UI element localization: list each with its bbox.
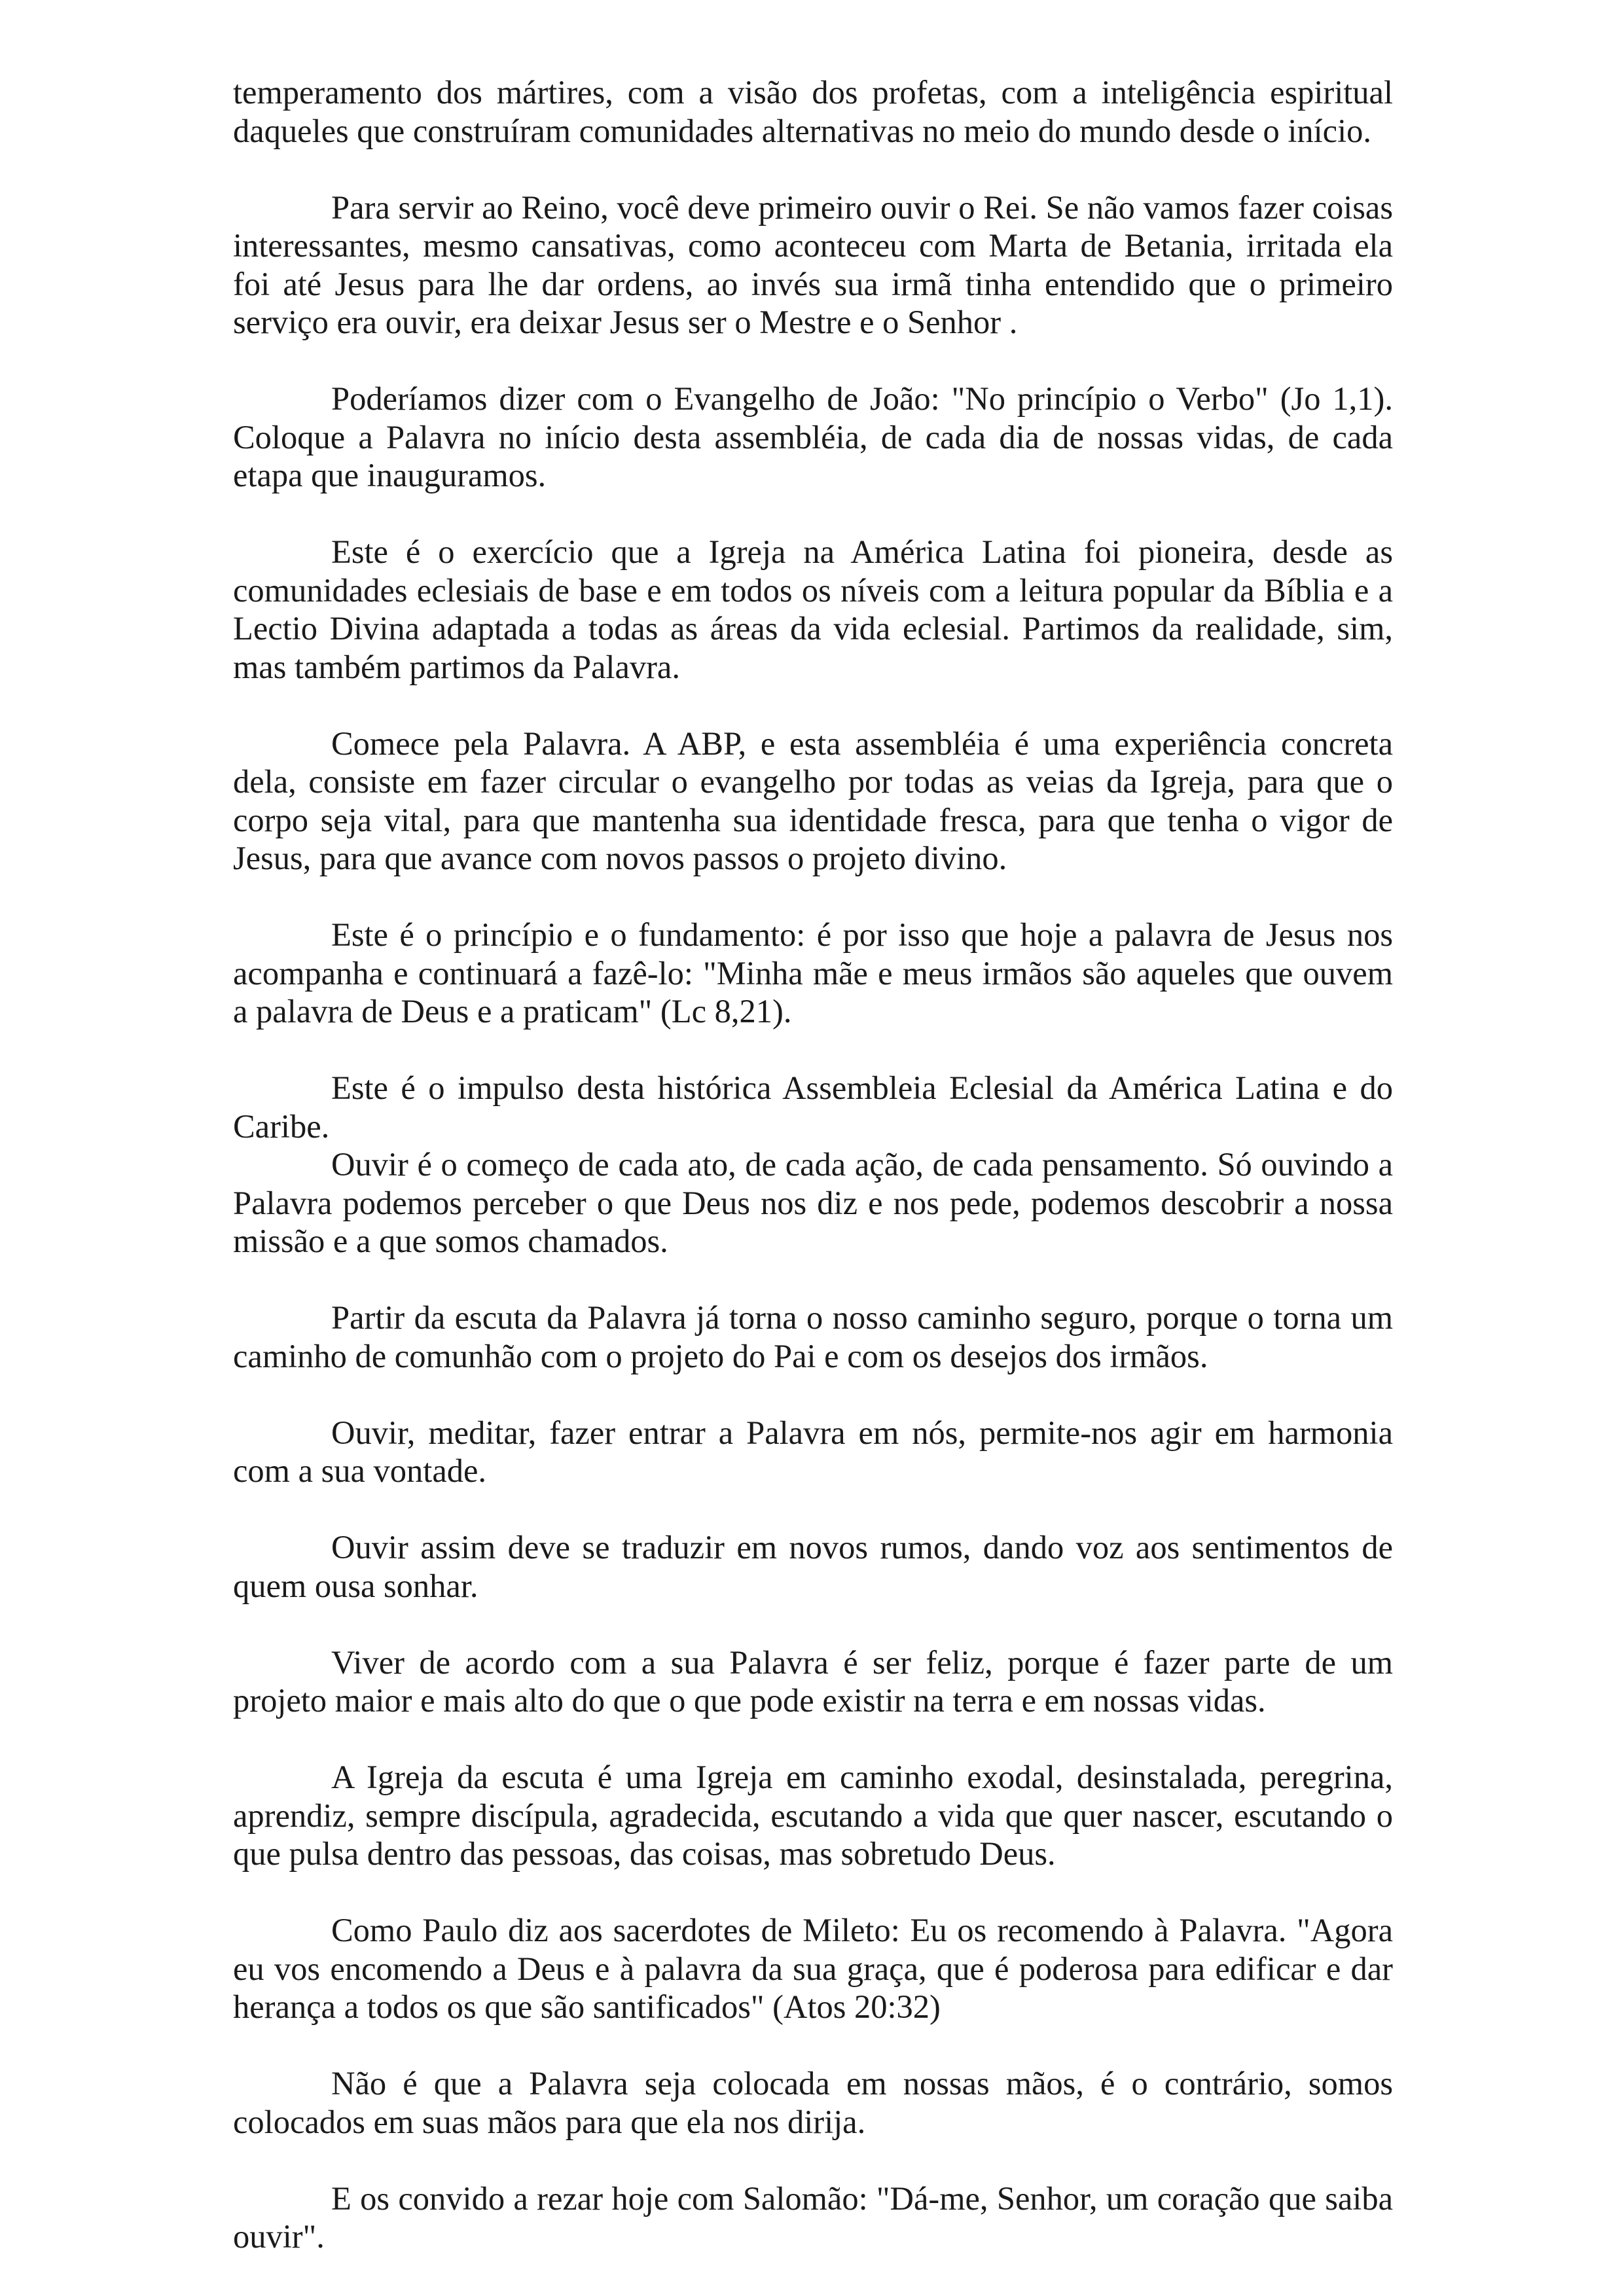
paragraph-nossas-maos: Não é que a Palavra seja colocada em nossas mãos, é o contrário, somos colocados em suas mãos para que ela nos dirija. [233,2065,1393,2140]
paragraph-paulo-mileto: Como Paulo diz aos sacerdotes de Mileto: Eu os recomendo à Palavra. "Agora eu vos encomendo a Deus e à palavra da sua graça, que é poderosa para edificar e dar herança a todos os que são santificados" (Atos 20:32) [233,1912,1393,2025]
paragraph-ouvir-meditar: Ouvir, meditar, fazer entrar a Palavra em nós, permite-nos agir em harmonia com a sua vontade. [233,1414,1393,1489]
paragraph-viver-palavra: Viver de acordo com a sua Palavra é ser feliz, porque é fazer parte de um projeto maior e mais alto do que o que pode existir na terra e em nossas vidas. [233,1643,1393,1719]
paragraph-comece-pela-palavra: Comece pela Palavra. A ABP, e esta assembléia é uma experiência concreta dela, consiste em fazer circular o evangelho por todas as veias da Igreja, para que o corpo seja vital, para que mantenha sua identidade fresca, para que tenha o vigor de Jesus, para que avance com novos passos o projeto divino. [233,725,1393,876]
paragraph-servir-ao-reino: Para servir ao Reino, você deve primeiro ouvir o Rei. Se não vamos fazer coisas interessantes, mesmo cansativas, como aconteceu com Marta de Betania, irritada ela foi até Jesus para lhe dar ordens, ao invés sua irmã tinha entendido que o primeiro serviço era ouvir, era deixar Jesus ser o Mestre e o Senhor . [233,188,1393,340]
paragraph-impulso-assembleia: Este é o impulso desta histórica Assembleia Eclesial da América Latina e do Caribe. [233,1069,1393,1145]
paragraph-novos-rumos: Ouvir assim deve se traduzir em novos rumos, dando voz aos sentimentos de quem ousa sonhar. [233,1529,1393,1604]
paragraph-ouvir-comeco: Ouvir é o começo de cada ato, de cada ação, de cada pensamento. Só ouvindo a Palavra podemos perceber o que Deus nos diz e nos pede, podemos descobrir a nossa missão e a que somos chamados. [233,1146,1393,1259]
paragraph-continuation: temperamento dos mártires, com a visão dos profetas, com a inteligência espiritual daqueles que construíram comunidades alternativas no meio do mundo desde o início. [233,74,1393,149]
paragraph-principio-fundamento: Este é o princípio e o fundamento: é por isso que hoje a palavra de Jesus nos acompanha e continuará a fazê-lo: "Minha mãe e meus irmãos são aqueles que ouvem a palavra de Deus e a praticam" (Lc 8,21). [233,916,1393,1030]
document-page [233,73,1393,2256]
paragraph-america-latina: Este é o exercício que a Igreja na América Latina foi pioneira, desde as comunidades eclesiais de base e em todos os níveis com a leitura popular da Bíblia e a Lectio Divina adaptada a todas as áreas da vida eclesial. Partimos da realidade, sim, mas também partimos da Palavra. [233,533,1393,685]
paragraph-salomao: E os convido a rezar hoje com Salomão: "Dá-me, Senhor, um coração que saiba ouvir". [233,2179,1393,2255]
paragraph-evangelho-joao: Poderíamos dizer com o Evangelho de João: "No princípio o Verbo" (Jo 1,1). Coloque a Palavra no início desta assembléia, de cada dia de nossas vidas, de cada etapa que inauguramos. [233,380,1393,493]
paragraph-igreja-da-escuta: A Igreja da escuta é uma Igreja em caminho exodal, desinstalada, peregrina, aprendiz, sempre discípula, agradecida, escutando a vida que quer nascer, escutando o que pulsa dentro das pessoas, das coisas, mas sobretudo Deus. [233,1759,1393,1872]
paragraph-escuta-da-palavra: Partir da escuta da Palavra já torna o nosso caminho seguro, porque o torna um caminho de comunhão com o projeto do Pai e com os desejos dos irmãos. [233,1299,1393,1374]
